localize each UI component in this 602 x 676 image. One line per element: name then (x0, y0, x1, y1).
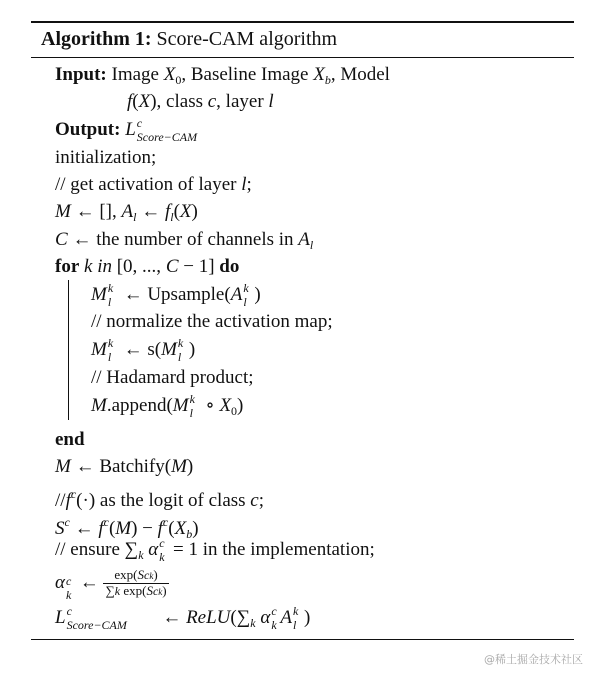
output-line: Output: L c Score−CAM (55, 116, 198, 144)
bottom-rule (31, 639, 574, 640)
line-score: $S^c$ ← $f^c(M) - f^c(X_b)$ (55, 515, 199, 541)
comment-ensure: // ensure $\sum_k$ α c k = 1 in the implementation; (55, 536, 375, 564)
comment-hadamard: // Hadamard product; (91, 367, 254, 388)
line-assign-m: M ← [], $A_l$ ← $f_l(X)$ (55, 201, 198, 224)
line-alpha: α c k ← $\frac{\text{exp(Sck)}}{\text{∑k exp(Sck)}}$ (55, 567, 167, 602)
line-end: end (55, 429, 85, 450)
watermark: @稀土掘金技术社区 (484, 653, 583, 666)
algorithm-title (41, 28, 337, 51)
input-label: Input: (55, 64, 107, 85)
comment-get-activation: // get activation of layer l; (55, 174, 252, 195)
loop-bar (68, 280, 69, 420)
line-for: for k in [0, ..., C − 1] do (55, 256, 240, 277)
title-rule (31, 57, 574, 58)
line-init: initialization; (55, 147, 157, 168)
alpha-fraction: $\frac{\text{exp(Sck)}}{\text{∑k exp(Sck)}}$ (105, 567, 167, 599)
line-upsample: M k l ← Upsample(A k l ) (91, 281, 261, 309)
output-label: Output: (55, 119, 121, 140)
line-normalize: M k l ← s(M k l ) (91, 336, 196, 364)
line-append: M.append(M k l ∘ $X_0$) (91, 392, 244, 420)
top-rule (31, 21, 574, 23)
line-batchify: M ← Batchify(M) (55, 456, 194, 477)
input-line-2: f(X), class c, layer l (127, 91, 274, 112)
title-text: Score-CAM algorithm (156, 28, 338, 50)
title-label: Algorithm 1: (41, 28, 152, 50)
line-channels: C ← the number of channels in $A_l$ (55, 229, 314, 252)
line-result: L c Score−CAM ← $ReLU(\sum_k$ α c k A k l ) (55, 604, 311, 632)
comment-normalize: // normalize the activation map; (91, 311, 333, 332)
comment-logit: $//f^c(\cdot)$ as the logit of class c; (55, 487, 265, 511)
input-line: Input: Image $X_0$, Baseline Image $X_b$, Model (55, 64, 390, 87)
